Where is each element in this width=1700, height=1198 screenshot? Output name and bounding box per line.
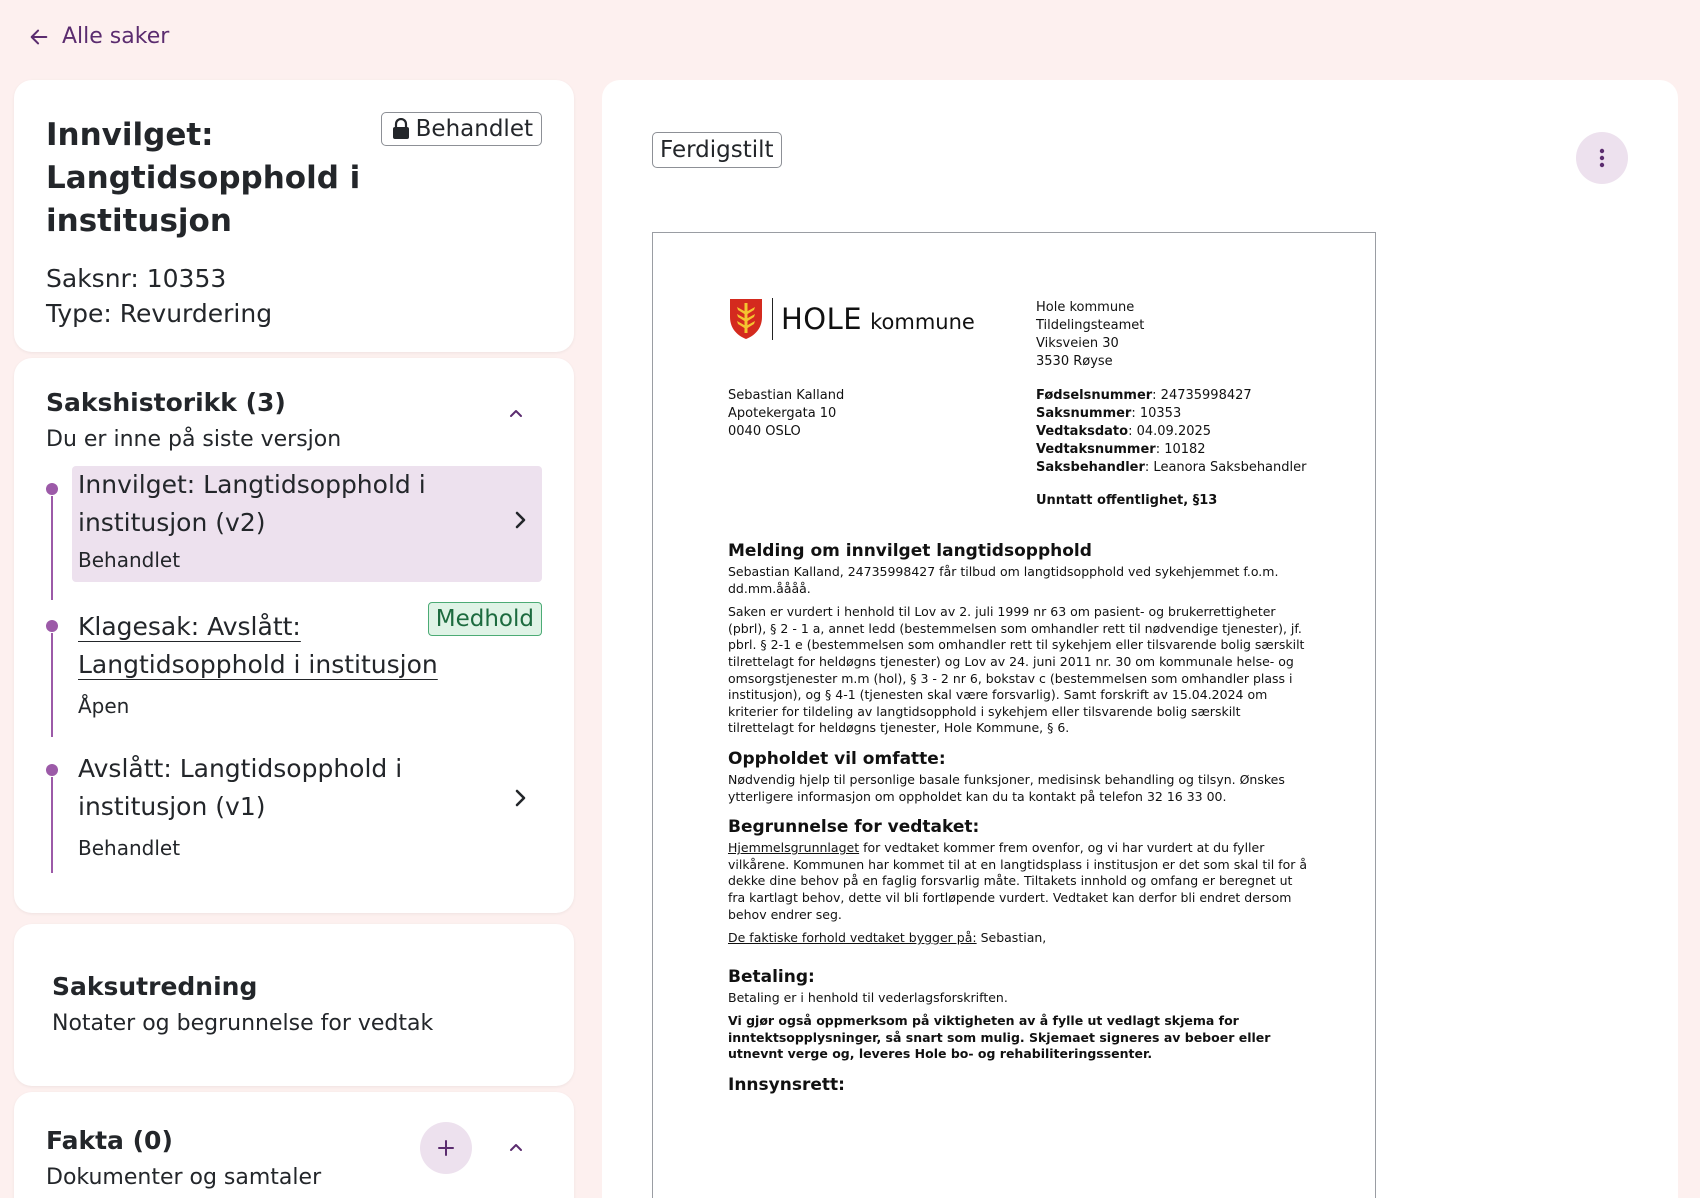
history-item-title: Avslått: Langtidsopphold i institusjon (v1) [78, 754, 403, 821]
case-title: Innvilget: Langtidsopphold i institusjon [46, 117, 361, 239]
case-status-label: Behandlet [415, 116, 533, 142]
logo-subtitle: kommune [870, 310, 975, 334]
chevron-right-icon [512, 787, 528, 809]
recipient-line: Sebastian Kalland [728, 388, 845, 403]
history-collapse-button[interactable] [498, 396, 534, 432]
letter-heading: Begrunnelse for vedtaket: [728, 817, 980, 838]
legal-basis-link: Hjemmelsgrunnlaget [728, 840, 860, 856]
letter-paragraph: Saken er vurdert i henhold til Lov av 2. juli 1999 nr 63 om pasient- og brukerrettigheter (pbrl), § 2 - 1 a, annet ledd (bestemmelsen som omhandler rett til nødvendige tjenester), jf. pbrl. § 2-1 e (bestemmelsen som omhandler rett til sykehjem eller tilsvarende bolig særskilt tilrettelagt for heldøgns tjenester) og Lov av 24. juni 2011 nr. 30 om kommunale helse- og omsorgstjenester m.m (hol), § 3 - 2 nr 6, bokstav c (bestemmelsen som omhandler plass i institusjon), og § 4-1 (tjenesten skal være forsvarlig). Samt forskrift av 15.04.2024 om kriterier for tildeling av langtidsopphold i sykehjem eller tilsvarende bolig særskilt tilrettelagt for heldøgns tjenester, Hole Kommune, § 6. [728, 604, 1305, 736]
case-type: Type: Revurdering [46, 299, 273, 328]
sender-line: Viksveien 30 [1036, 336, 1119, 351]
letter-heading: Oppholdet vil omfatte: [728, 748, 946, 769]
meta-value: : 10182 [1155, 442, 1206, 457]
letter-paragraph-text: Sebastian, [976, 930, 1047, 946]
meta-value: : Leanora Saksbehandler [1144, 460, 1307, 475]
letter-heading: Betaling: [728, 966, 815, 987]
history-item [46, 608, 542, 754]
history-item-current[interactable] [72, 466, 542, 582]
meta-label: Vedtaksnummer [1036, 442, 1156, 457]
more-options-button[interactable] [1576, 132, 1628, 184]
arrow-left-icon [28, 26, 50, 48]
meta-value: : 04.09.2025 [1128, 424, 1212, 439]
document-status-tag: Ferdigstilt [652, 132, 782, 168]
letter-heading: Innsynsrett: [728, 1075, 845, 1096]
meta-value: : 24735998427 [1152, 388, 1252, 403]
letter-paragraph: Vi gjør også oppmerksom på viktigheten av å fylle ut vedlagt skjema for inntektsopplysninger, så snart som mulig. Skjemaet signeres av beboer eller utnevnt verge og, leveres Hole bo- og rehabiliteringssenter. [728, 1013, 1271, 1062]
lock-icon [392, 118, 410, 140]
history-subtitle: Du er inne på siste versjon [46, 427, 342, 452]
plus-icon [436, 1138, 456, 1158]
chevron-up-icon [507, 405, 525, 423]
history-timeline [46, 466, 542, 874]
case-status-tag [381, 112, 542, 146]
case-number: Saksnr: 10353 [46, 264, 227, 293]
letter-paragraph: Nødvendig hjelp til personlige basale funksjoner, medisinsk behandling og tilsyn. Ønskes ytterligere informasjon om oppholdet kan du ta kontakt på telefon 32 16 33 00. [728, 771, 1285, 804]
timeline-dot [46, 764, 58, 776]
meta-value: : 10353 [1131, 406, 1182, 421]
facts-card [14, 1092, 574, 1198]
sender-line: Tildelingsteamet [1036, 318, 1145, 333]
facts-basis-link: De faktiske forhold vedtaket bygger på: [728, 930, 977, 946]
sender-address [1036, 299, 1144, 371]
timeline-line [51, 633, 53, 737]
chevron-up-icon [507, 1139, 525, 1157]
timeline-dot [46, 620, 58, 632]
investigation-title: Saksutredning [52, 972, 258, 1001]
facts-title: Fakta (0) [46, 1126, 173, 1155]
timeline-line [51, 496, 53, 600]
letter-metadata [1036, 387, 1306, 477]
letter-preview [652, 232, 1376, 1198]
history-item-appeal [72, 608, 542, 718]
outcome-badge: Medhold [428, 602, 542, 636]
history-item-title: Innvilget: Langtidsopphold i institusjon (v2) [78, 470, 426, 537]
timeline-dot [46, 483, 58, 495]
case-history-card [14, 358, 574, 913]
history-item-status: Åpen [78, 694, 130, 718]
facts-subtitle: Dokumenter og samtaler [46, 1165, 322, 1190]
recipient-address [728, 387, 844, 441]
history-item-link[interactable]: Klagesak: Avslått: Langtidsopphold i institusjon [78, 612, 438, 679]
facts-collapse-button[interactable] [498, 1130, 534, 1166]
back-link-label: Alle saker [62, 24, 170, 49]
recipient-line: 0040 OSLO [728, 424, 801, 439]
history-item [46, 750, 542, 874]
history-item [46, 466, 542, 614]
document-panel [602, 80, 1678, 1198]
logo-divider [772, 298, 773, 340]
letter-body [728, 541, 1308, 1098]
chevron-right-icon [512, 509, 528, 531]
history-item-status: Behandlet [78, 548, 181, 572]
history-item-previous[interactable] [72, 750, 542, 860]
investigation-card[interactable] [14, 924, 574, 1086]
logo-wordmark: HOLE [781, 302, 863, 336]
letter-paragraph [728, 930, 1308, 947]
sender-line: Hole kommune [1036, 300, 1135, 315]
meta-label: Fødselsnummer [1036, 388, 1153, 403]
meta-label: Vedtaksdato [1036, 424, 1129, 439]
open-item-button[interactable] [506, 506, 534, 534]
sender-line: 3530 Røyse [1036, 354, 1113, 369]
more-vertical-icon [1599, 147, 1605, 169]
letter-paragraph: Sebastian Kalland, 24735998427 får tilbud om langtidsopphold ved sykehjemmet f.o.m. dd.mm.åååå. [728, 564, 1279, 596]
letter-paragraph [728, 840, 1308, 923]
history-item-status: Behandlet [78, 836, 181, 860]
hole-kommune-logo [728, 297, 975, 341]
add-fact-button[interactable] [420, 1122, 472, 1174]
letter-heading: Melding om innvilget langtidsopphold [728, 541, 1092, 561]
open-item-button[interactable] [506, 784, 534, 812]
timeline-line [51, 777, 53, 873]
letter-paragraph-text: for vedtaket kommer frem ovenfor, og vi har vurdert at du fyller vilkårene. Kommunen har kommet til at en langtidsplass i institusjon er det som skal til for å dekke dine behov på en faglig forsvarlig måte. Tiltakets innhold og omfang er beregnet ut fra kartlagt behov, dette vil bli fortløpende vurdert. Vedtaket kan derfor bli endret dersom behov endrer seg. [728, 840, 1307, 922]
meta-label: Saksnummer [1036, 406, 1132, 421]
back-link[interactable] [28, 24, 169, 49]
recipient-line: Apotekergata 10 [728, 406, 837, 421]
confidentiality-note: Unntatt offentlighet, §13 [1036, 493, 1218, 508]
investigation-subtitle: Notater og begrunnelse for vedtak [52, 1011, 434, 1036]
case-summary-card [14, 80, 574, 352]
letter-paragraph: Betaling er i henhold til vederlagsforskriften. [728, 989, 1008, 1005]
coat-of-arms-icon [728, 297, 764, 341]
meta-label: Saksbehandler [1036, 460, 1145, 475]
history-title: Sakshistorikk (3) [46, 388, 286, 417]
